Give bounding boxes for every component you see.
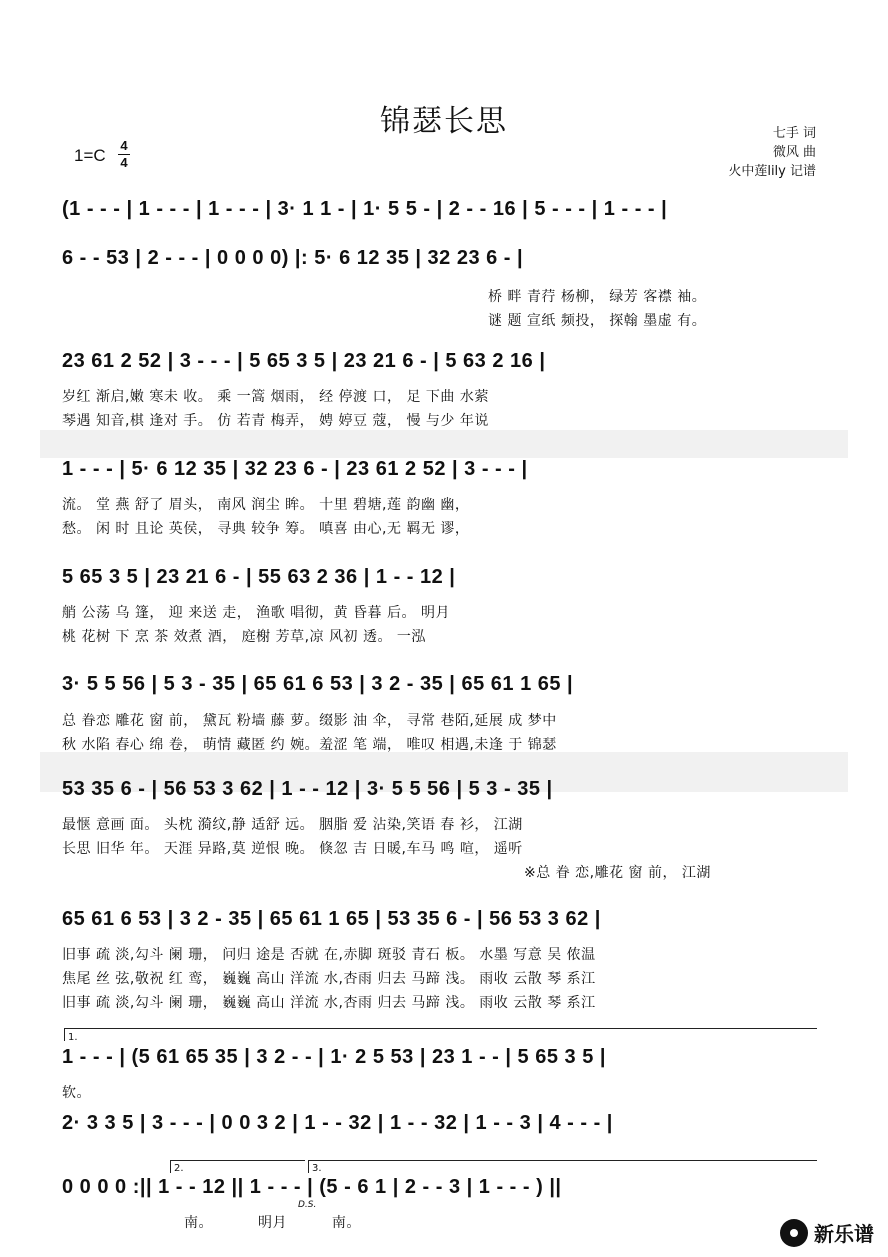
- composer-credit: 微风 曲: [772, 145, 816, 160]
- lyric-line: 艄 公荡 乌 篷， 迎 来送 走， 渔歌 唱彻，黄 昏暮 后。 明月: [62, 605, 450, 621]
- lyric-line: 旧事 疏 淡,勾斗 阑 珊， 巍巍 高山 洋流 水,杏雨 归去 马蹄 浅。 雨收 云散 琴 系江: [62, 995, 596, 1011]
- second-ending-bracket: [170, 1160, 305, 1173]
- time-signature: [118, 138, 130, 171]
- lyric-line: 最惬 意画 面。 头枕 漪纹,静 适舒 远。 胭脂 爱 沾染,笑语 春 衫， 江湖: [62, 817, 523, 833]
- score-row-10: 2· 3 3 5 | 3 - - - | 0 0 3 2 | 1 - - 32 | 1 - - 32 | 1 - - 3 | 4 - - - |: [62, 1112, 613, 1134]
- lyric-line: 秋 水陷 春心 绵 卷， 萌情 藏匿 约 婉。羞涩 笔 端， 唯叹 相遇,未逢 于 锦瑟: [62, 737, 557, 753]
- lyric-line: 南。 明月 南。: [184, 1215, 361, 1231]
- site-logo: [780, 1218, 874, 1247]
- scan-band: [40, 430, 848, 458]
- lyric-line: 谜 题 宣纸 频投， 探翰 墨虚 有。: [488, 313, 707, 329]
- time-signature-top: 4: [120, 138, 128, 153]
- lyric-line: 桃 花树 下 烹 茶 效煮 酒， 庭榭 芳草,凉 风初 透。 一泓: [62, 629, 426, 645]
- lyric-line: 岁红 渐启,嫩 寒未 收。 乘 一篙 烟雨， 经 停渡 口， 足 下曲 水萦: [62, 389, 489, 405]
- score-row-6: 3· 5 5 56 | 5 3 - 35 | 65 61 6 53 | 3 2 - 35 | 65 61 1 65 |: [62, 673, 574, 695]
- score-row-3: 23 61 2 52 | 3 - - - | 5 65 3 5 | 23 21 6 - | 5 63 2 16 |: [62, 350, 546, 372]
- lyric-line: 总 眷恋 雕花 窗 前， 黛瓦 粉墙 藤 萝。缀影 油 伞， 寻常 巷陌,延展 成 梦中: [62, 713, 557, 729]
- lyric-line: 琴遇 知音,棋 逢对 手。 仿 若青 梅弄， 娉 婷豆 蔻， 慢 与少 年说: [62, 413, 489, 429]
- transcriber-credit: 火中莲lily 记谱: [728, 164, 816, 179]
- lyric-line: 长思 旧华 年。 天涯 异路,莫 逆恨 晚。 倏忽 吉 日暖,车马 鸣 喧， 遥听: [62, 841, 523, 857]
- score-row-7: 53 35 6 - | 56 53 3 62 | 1 - - 12 | 3· 5 5 56 | 5 3 - 35 |: [62, 778, 553, 800]
- lyric-line: 旧事 疏 淡,勾斗 阑 珊， 问归 途是 否就 在,赤脚 斑驳 青石 板。 水墨 写意 吴 侬温: [62, 947, 596, 963]
- score-row-4: 1 - - - | 5· 6 12 35 | 32 23 6 - | 23 61 2 52 | 3 - - - |: [62, 458, 528, 480]
- lyric-line: 流。 堂 燕 舒了 眉头， 南风 润尘 眸。 十里 碧塘,莲 韵幽 幽，: [62, 497, 470, 513]
- score-row-11: 0 0 0 0 :|| 1 - - 12 || 1 - - - | (5 - 6 1 | 2 - - 3 | 1 - - - ) ||: [62, 1176, 562, 1198]
- second-ending-label: 2.: [174, 1163, 184, 1174]
- score-row-1: (1 - - - | 1 - - - | 1 - - - | 3· 1 1 - | 1· 5 5 - | 2 - - 16 | 5 - - - | 1 - - - |: [62, 198, 668, 220]
- score-row-9: 1 - - - | (5 61 65 35 | 3 2 - - | 1· 2 5 53 | 23 1 - - | 5 65 3 5 |: [62, 1046, 606, 1068]
- key-signature: 1=C: [74, 146, 106, 165]
- lyric-line: 桥 畔 青荇 杨柳， 绿芳 客襟 袖。: [488, 289, 707, 305]
- third-ending-label: 3.: [312, 1163, 322, 1174]
- song-title: 锦瑟长思: [380, 104, 508, 139]
- score-row-5: 5 65 3 5 | 23 21 6 - | 55 63 2 36 | 1 - - 12 |: [62, 566, 456, 588]
- score-row-8: 65 61 6 53 | 3 2 - 35 | 65 61 1 65 | 53 35 6 - | 56 53 3 62 |: [62, 908, 601, 930]
- score-row-2: 6 - - 53 | 2 - - - | 0 0 0 0) |: 5· 6 12 35 | 32 23 6 - |: [62, 247, 524, 269]
- time-signature-bottom: 4: [120, 155, 128, 170]
- first-ending-bracket: [64, 1028, 817, 1041]
- lyricist-credit: 七手 词: [772, 126, 816, 141]
- lyric-line: 愁。 闲 时 且论 英侯， 寻典 较争 筹。 嗔喜 由心,无 羁无 谬，: [62, 521, 470, 537]
- site-logo-text: 新乐谱: [814, 1222, 874, 1246]
- third-ending-bracket: [308, 1160, 817, 1173]
- lyric-line: 焦尾 丝 弦,敬祝 红 鸾， 巍巍 高山 洋流 水,杏雨 归去 马蹄 浅。 雨收 云散 琴 系江: [62, 971, 596, 987]
- ds-mark: D.S.: [298, 1200, 317, 1210]
- lyric-line: ※总 眷 恋,雕花 窗 前， 江湖: [524, 865, 711, 881]
- first-ending-label: 1.: [68, 1032, 78, 1043]
- lyric-line: 软。: [62, 1085, 91, 1101]
- record-disc-icon: [780, 1219, 808, 1247]
